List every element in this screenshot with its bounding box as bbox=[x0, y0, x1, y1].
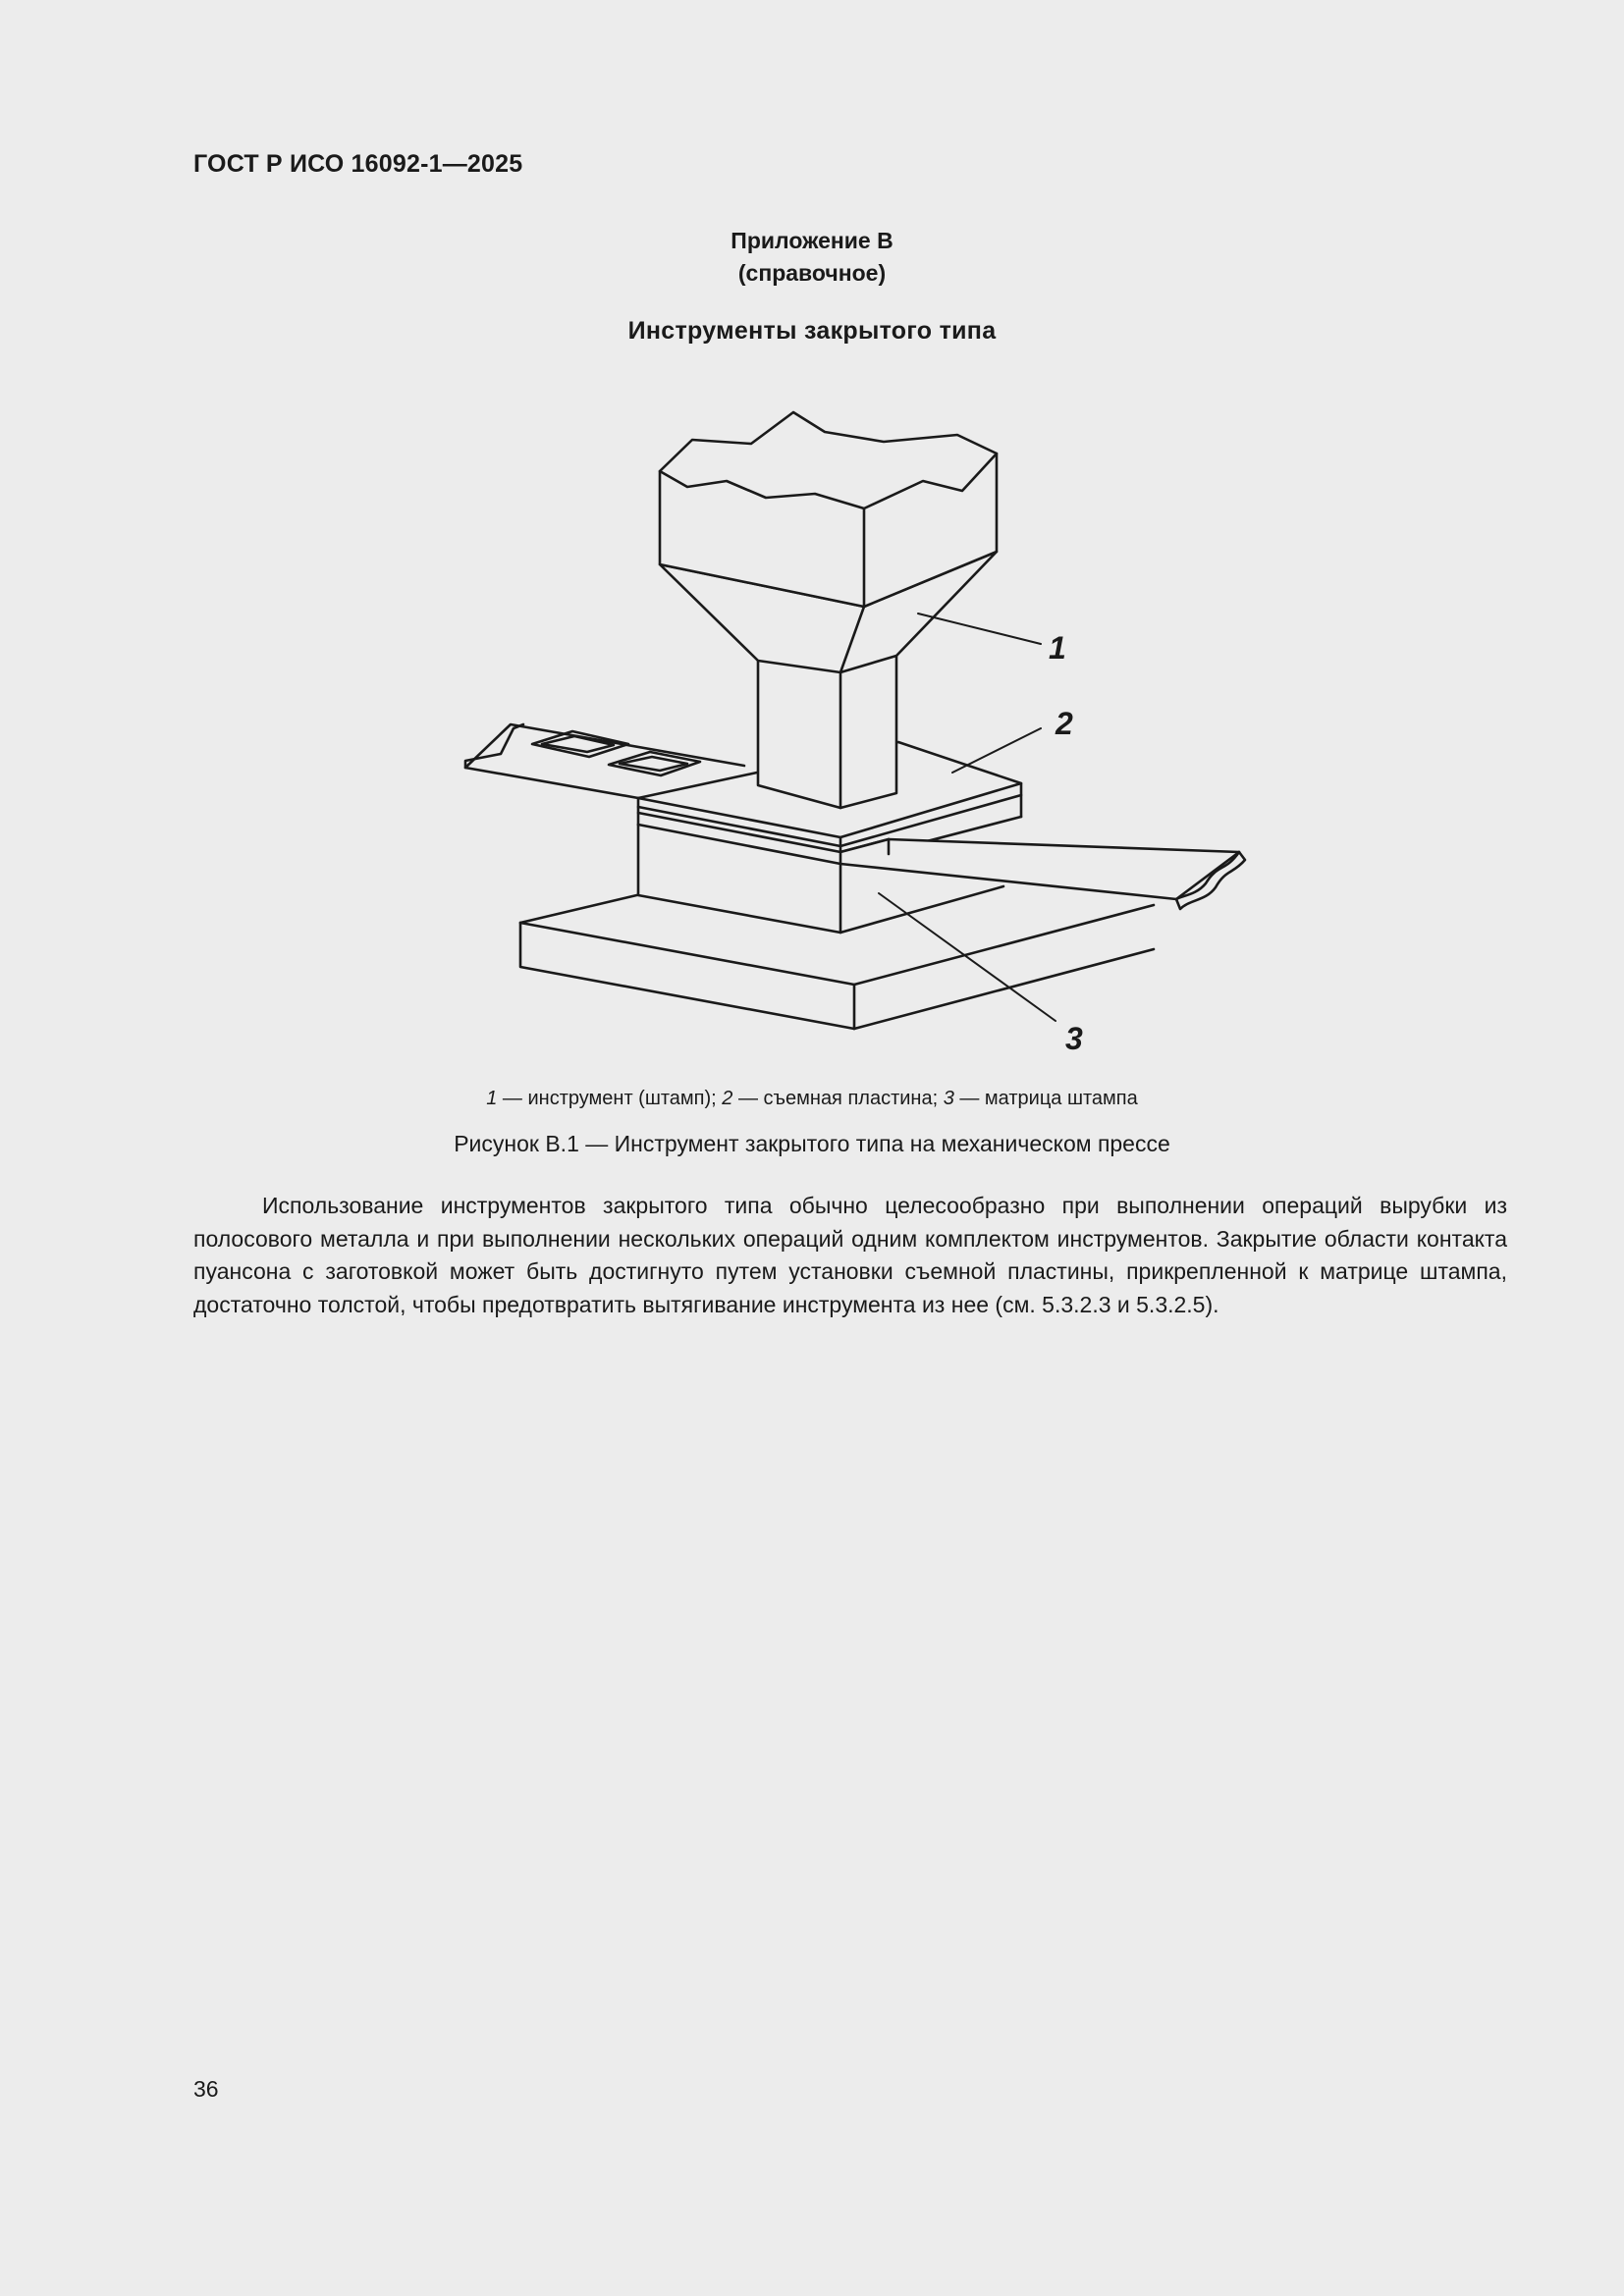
document-code: ГОСТ Р ИСО 16092-1—2025 bbox=[193, 150, 523, 178]
annex-type: (справочное) bbox=[737, 260, 887, 286]
figure-legend bbox=[0, 1088, 1624, 1110]
metal-strip-right bbox=[840, 839, 1245, 909]
legend-num-2: 2 bbox=[722, 1088, 733, 1109]
legend-num-3: 3 bbox=[943, 1088, 954, 1109]
legend-num-1: 1 bbox=[486, 1088, 498, 1109]
legend-text-2: — съемная пластина; bbox=[732, 1088, 944, 1109]
closed-tool-drawing bbox=[0, 0, 1624, 1080]
legend-text-3: — матрица штампа bbox=[953, 1088, 1138, 1109]
body-paragraph bbox=[193, 1190, 1507, 1321]
page-number: 36 bbox=[193, 2076, 219, 2102]
annex-label: Приложение В bbox=[731, 228, 893, 253]
legend-text-1: — инструмент (штамп); bbox=[497, 1088, 723, 1109]
body-paragraph-text: Использование инструментов закрытого типа обычно целесообразно при выполнении операций вырубки из полосового металла и при выполнении нескольких операций одним комплектом инструментов. Закрытие области контакта пуансона с заготовкой может быть достигнуто путем установки съемной пластины, прикрепленной к матрице штампа, достаточно толстой, чтобы предотвратить вытягивание инструмента из нее (см. 5.3.2.3 и 5.3.2.5). bbox=[193, 1193, 1507, 1317]
annex-title: Инструменты закрытого типа bbox=[627, 317, 997, 345]
callout-2-label: 2 bbox=[1056, 706, 1073, 741]
callout-1-label: 1 bbox=[1049, 630, 1066, 666]
figure-caption: Рисунок В.1 — Инструмент закрытого типа на механическом прессе bbox=[454, 1131, 1170, 1156]
punch-shaft bbox=[758, 656, 896, 808]
callout-3-label: 3 bbox=[1065, 1021, 1083, 1056]
